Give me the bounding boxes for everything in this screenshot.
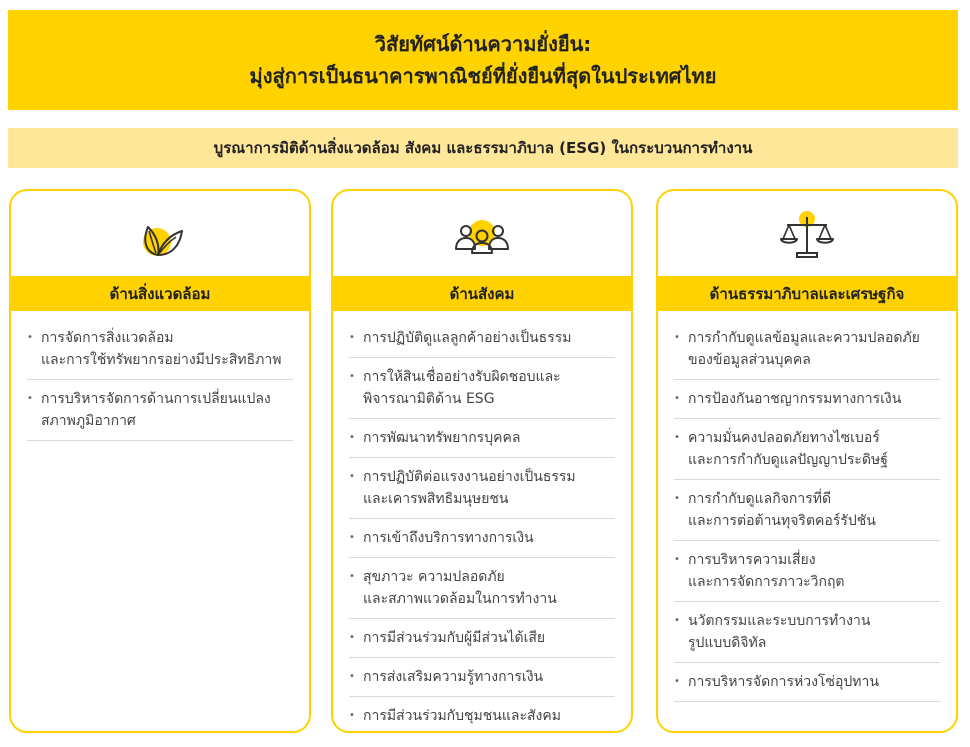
list-item: • สุขภาวะ ความปลอดภัย และสภาพแวดล้อมในการทำงาน (349, 558, 615, 619)
list-item: • การป้องกันอาชญากรรมทางการเงิน (674, 380, 940, 419)
social-pillar-card (331, 189, 633, 733)
social-item-list (349, 319, 615, 733)
governance-pillar-title: ด้านธรรมาภิบาลและเศรษฐกิจ (709, 284, 905, 303)
environment-pillar-card (9, 189, 311, 733)
list-item: • การเข้าถึงบริการทางการเงิน (349, 519, 615, 558)
list-item: • นวัตกรรมและระบบการทำงาน รูปแบบดิจิทัล (674, 602, 940, 663)
list-item: • การมีส่วนร่วมกับผู้มีส่วนได้เสีย (349, 619, 615, 658)
list-item: • การบริหารความเสี่ยง และการจัดการภาวะวิกฤต (674, 541, 940, 602)
governance-pillar-header (658, 276, 956, 311)
scales-icon (767, 205, 847, 265)
list-item: • การปฏิบัติดูแลลูกค้าอย่างเป็นธรรม (349, 319, 615, 358)
list-item: • การพัฒนาทรัพยากรบุคคล (349, 419, 615, 458)
environment-pillar-header (11, 276, 309, 311)
list-item: • การให้สินเชื่ออย่างรับผิดชอบและ พิจารณามิติด้าน ESG (349, 358, 615, 419)
list-item: • การปฏิบัติต่อแรงงานอย่างเป็นธรรม และเคารพสิทธิมนุษยชน (349, 458, 615, 519)
list-item: • ความมั่นคงปลอดภัยทางไซเบอร์ และการกำกับดูแลปัญญาประดิษฐ์ (674, 419, 940, 480)
list-item: • การกำกับดูแลกิจการที่ดี และการต่อต้านทุจริตคอร์รัปชัน (674, 480, 940, 541)
governance-item-list (674, 319, 940, 702)
list-item: • การมีส่วนร่วมกับชุมชนและสังคม (349, 697, 615, 733)
esg-banner (8, 128, 958, 168)
vision-statement: มุ่งสู่การเป็นธนาคารพาณิชย์ที่ยั่งยืนที่สุดในประเทศไทย (249, 64, 717, 88)
vision-banner (8, 10, 958, 110)
esg-banner-text: บูรณาการมิติด้านสิ่งแวดล้อม สังคม และธรรมาภิบาล (ESG) ในกระบวนการทำงาน (213, 139, 753, 157)
governance-pillar-card (656, 189, 958, 733)
social-pillar-title: ด้านสังคม (449, 284, 515, 303)
vision-title: วิสัยทัศน์ด้านความยั่งยืน: (374, 32, 592, 56)
list-item: • การบริหารจัดการด้านการเปลี่ยนแปลง สภาพภูมิอากาศ (27, 380, 293, 441)
environment-pillar-title: ด้านสิ่งแวดล้อม (109, 284, 211, 303)
list-item: • การบริหารจัดการห่วงโซ่อุปทาน (674, 663, 940, 702)
list-item: • การส่งเสริมความรู้ทางการเงิน (349, 658, 615, 697)
list-item: • การกำกับดูแลข้อมูลและความปลอดภัย ของข้อมูลส่วนบุคคล (674, 319, 940, 380)
social-pillar-header (333, 276, 631, 311)
list-item: • การจัดการสิ่งแวดล้อม และการใช้ทรัพยากรอย่างมีประสิทธิภาพ (27, 319, 293, 380)
environment-item-list (27, 319, 293, 441)
people-icon (442, 205, 522, 265)
leaf-icon (120, 205, 200, 265)
